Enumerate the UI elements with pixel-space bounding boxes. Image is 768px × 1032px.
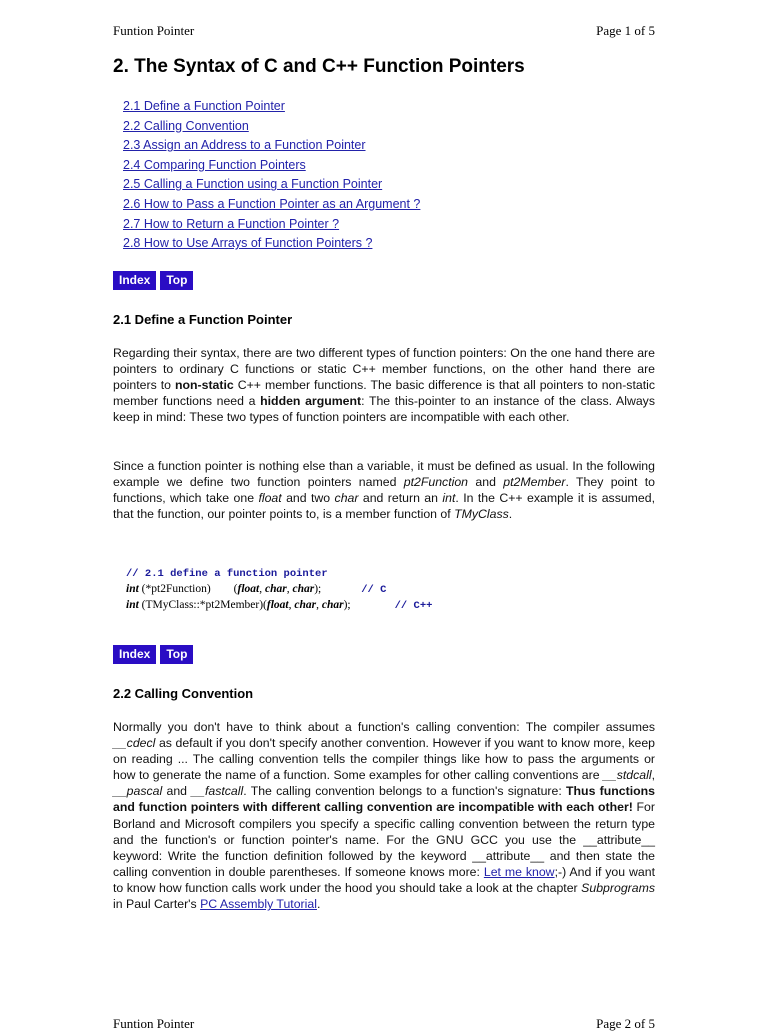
text-run: in Paul Carter's	[113, 897, 201, 912]
section-heading-2-1: 2.1 Define a Function Pointer	[113, 312, 293, 327]
text-run: .	[316, 897, 321, 912]
text-italic: char	[334, 491, 359, 506]
pc-assembly-tutorial-link[interactable]: PC Assembly Tutorial	[200, 897, 317, 912]
text-run: and two	[281, 491, 335, 506]
toc-link-2-2[interactable]: 2.2 Calling Convention	[123, 118, 249, 133]
paragraph-syntax-types	[113, 345, 655, 425]
code-text: ,	[286, 583, 293, 595]
header-page-number: Page 1 of 5	[596, 23, 655, 38]
text-italic: pt2Function	[403, 475, 469, 490]
toc-link-2-3[interactable]: 2.3 Assign an Address to a Function Pointer	[123, 138, 366, 153]
text-bold: hidden argument	[260, 394, 362, 409]
text-run: as default if you don't specify another convention. However if you want to know more, keep on reading ... The calling convention tells the compiler things like how to pass the arguments or how to generate the name of a function. Some examples for other calling conventions are	[113, 736, 655, 783]
toc-link-2-4[interactable]: 2.4 Comparing Function Pointers	[123, 157, 306, 172]
code-text: );	[343, 599, 351, 611]
code-keyword: int	[126, 599, 139, 611]
text-italic: pt2Member	[503, 475, 566, 490]
code-keyword: int	[126, 583, 139, 595]
let-me-know-link[interactable]: Let me know	[483, 864, 555, 879]
toc-link-2-7[interactable]: 2.7 How to Return a Function Pointer ?	[123, 216, 340, 231]
text-run: and	[468, 475, 504, 490]
text-italic: Subprograms	[581, 880, 655, 895]
text-run: . In the C++ example it is assumed, that the function, our pointer points to, is a member function of	[113, 491, 656, 522]
index-button[interactable]: Index	[113, 645, 156, 664]
section-heading-2-2: 2.2 Calling Convention	[113, 686, 254, 701]
text-run: ;-) And if you want to know how function calls work under the hood you should take a look at the chapter	[113, 864, 655, 895]
code-keyword: float	[266, 599, 289, 611]
page-title: 2. The Syntax of C and C++ Function Pointers	[113, 56, 525, 77]
toc-link-2-6[interactable]: 2.6 How to Pass a Function Pointer as an Argument ?	[123, 196, 421, 211]
text-run: and return an	[358, 491, 443, 506]
text-italic: __cdecl	[113, 736, 156, 751]
text-italic: float	[258, 491, 282, 506]
text-run: and	[162, 784, 192, 799]
code-line-cpp	[126, 598, 432, 614]
text-run: For Borland and Microsoft compilers you specify a specific calling convention between the return type and the function's or function pointer's name. For the GNU GCC you use the __attribute__ keyword: Write the function definition followed by the keyword __attribute__ and then state the calling convention in double parentheses. If someone knows more:	[113, 800, 655, 879]
code-line-c	[126, 582, 432, 598]
header-title: Funtion Pointer	[113, 23, 195, 38]
code-text: (*pt2Function) (	[138, 583, 238, 595]
footer-page-number: Page 2 of 5	[596, 1016, 655, 1031]
code-text: );	[314, 583, 322, 595]
toc-item[interactable]	[123, 234, 420, 254]
footer-title: Funtion Pointer	[113, 1016, 195, 1031]
code-keyword: float	[237, 583, 260, 595]
toc-item[interactable]	[123, 215, 420, 235]
paragraph-calling-convention	[113, 719, 655, 912]
toc-item[interactable]	[123, 156, 420, 176]
code-comment: // C++	[394, 600, 433, 612]
code-text: ,	[316, 599, 322, 611]
index-button[interactable]: Index	[113, 271, 156, 290]
toc-item[interactable]	[123, 136, 420, 156]
code-text: ,	[259, 583, 265, 595]
paragraph-define-pointers	[113, 458, 655, 522]
code-comment: // 2.1 define a function pointer	[126, 568, 328, 580]
text-run: C++ member functions. The basic difference is that all pointers to non-static member functions need a	[113, 378, 656, 409]
text-italic: int	[442, 491, 456, 506]
code-comment: // C	[361, 584, 387, 596]
code-keyword: char	[264, 583, 287, 595]
text-run: Since a function pointer is nothing else than a variable, it must be defined as usual. In the following example we define two function pointers named	[113, 459, 655, 490]
toc-link-2-5[interactable]: 2.5 Calling a Function using a Function Pointer	[123, 177, 383, 192]
toc-item[interactable]	[123, 117, 420, 137]
text-run: . They point to functions, which take one	[113, 475, 655, 506]
toc-item[interactable]	[123, 175, 420, 195]
text-italic: TMyClass	[454, 507, 509, 522]
code-keyword: char	[292, 583, 315, 595]
text-run: Regarding their syntax, there are two different types of function pointers: On the one hand there are pointers to ordinary C functions or static C++ member functions, on the other hand there are pointers to	[113, 346, 655, 393]
table-of-contents	[123, 97, 420, 254]
nav-bar	[113, 271, 197, 290]
toc-item[interactable]	[123, 97, 420, 117]
code-keyword: char	[321, 599, 344, 611]
text-bold: Thus functions and function pointers with different calling convention are incompatible with each other!	[113, 784, 655, 815]
code-keyword: char	[294, 599, 317, 611]
toc-link-2-8[interactable]: 2.8 How to Use Arrays of Function Pointers ?	[123, 236, 373, 251]
text-italic: __fastcall	[191, 784, 244, 799]
toc-item[interactable]	[123, 195, 420, 215]
text-run: .	[508, 507, 513, 522]
text-run: Normally you don't have to think about a function's calling convention: The compiler assumes	[113, 720, 655, 734]
text-run: . The calling convention belongs to a function's signature:	[243, 784, 567, 799]
code-text: (TMyClass::*pt2Member)(	[138, 599, 267, 611]
code-block	[126, 567, 432, 614]
text-italic: __pascal	[113, 784, 163, 799]
text-run: ,	[651, 768, 655, 783]
toc-link-2-1[interactable]: 2.1 Define a Function Pointer	[123, 99, 285, 113]
top-button[interactable]: Top	[160, 645, 193, 664]
text-run: : The this-pointer to an instance of the class. Always keep in mind: These two types of function pointers are incompatible with each other.	[113, 394, 655, 425]
top-button[interactable]: Top	[160, 271, 193, 290]
text-bold: non-static	[174, 378, 234, 393]
code-text: ,	[288, 599, 295, 611]
nav-bar	[113, 645, 197, 664]
text-italic: __stdcall	[603, 768, 652, 783]
